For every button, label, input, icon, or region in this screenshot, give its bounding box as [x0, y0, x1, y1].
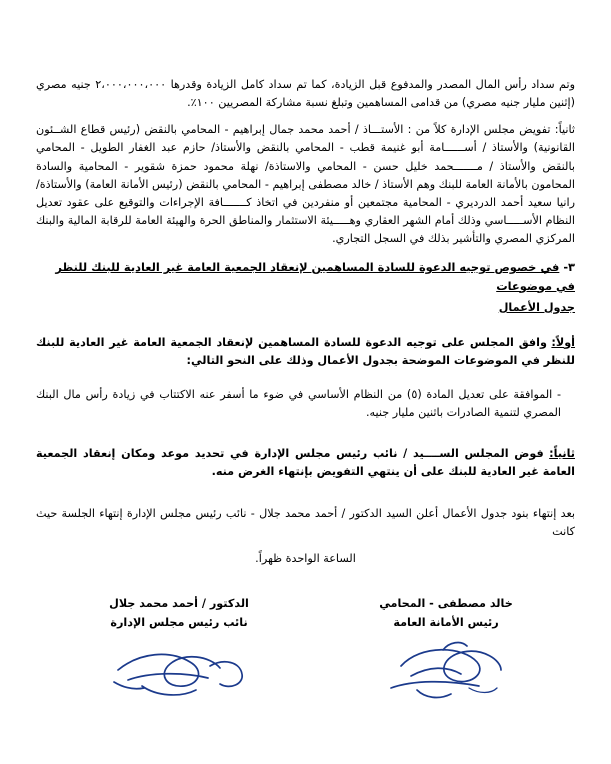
signature-ink-left — [64, 636, 294, 712]
paragraph-second-resolution — [36, 445, 575, 481]
signatory-name: الدكتور / أحمد محمد جلال — [109, 596, 249, 610]
spacer — [36, 379, 575, 386]
signatory-title: رئيس الأمانة العامة — [393, 615, 499, 629]
second-resolution-text: فوض المجلس الســــيد / نائب رئيس مجلس الإدارة في تحديد موعد ومكان إنعقاد الجمعية العامة غير العادية للبنك على أن ينتهي التفويض بإنتهاء الغرض منه. — [36, 447, 575, 479]
first-resolution-text: وافق المجلس على توجيه الدعوة للسادة المساهمين لإنعقاد الجمعية العامة غير العادية للبنك للنظر في الموضوعات الموضحة بجدول الأعمال وذلك على النحو التالي: — [36, 335, 575, 367]
spacer — [36, 327, 575, 334]
item-three-title-second-line: جدول الأعمال — [498, 300, 575, 314]
paragraph-capital-payment: وتم سداد رأس المال المصدر والمدفوع قبل الزيادة، كما تم سداد كامل الزيادة وقدرها ٢،٠٠٠،٠٠٠،٠٠٠ جنيه مصري (إثنين مليار جنيه مصري) من قدامى المساهمين وتبلغ نسبة مشاركة المصريين ١٠٠٪. — [36, 78, 575, 110]
spacer — [36, 491, 575, 505]
bullet-article-five-amendment: - الموافقة على تعديل المادة (٥) من النظام الأساسي في ضوء ما أسفر عنه الاكتتاب في زيادة رأس مال البنك المصري لتنمية الصادرات باثنين مليار جنيه. — [36, 387, 561, 420]
first-resolution-label: أولاً: — [551, 335, 575, 349]
signature-area — [36, 594, 575, 764]
second-resolution-label: ثانياً: — [549, 447, 575, 461]
signature-block-right — [331, 594, 561, 712]
signature-block-left — [64, 594, 294, 712]
closing-line-two: الساعة الواحدة ظهراً. — [255, 551, 356, 565]
signatory-name: خالد مصطفى - المحامي — [379, 596, 513, 610]
item-three-heading — [36, 258, 575, 295]
paragraph-first-resolution — [36, 334, 575, 370]
item-three-number: ٣- — [563, 260, 575, 275]
spacer — [36, 431, 575, 445]
paragraph-board-delegation: ثانياً: تفويض مجلس الإدارة كلاً من : الأستـــاذ / أحمد محمد جمال إبراهيم - المحامي بالنقض (رئيس قطاع الشــئون القانونية) والأستاذ / أســــــامة أبو غنيمة قطب - المحامي بالنقض والأستاذ/ حازم عبد الغفار الطويل - المحامي بالنقض والأستاذ / مـــــــحمد خليل حسن - المحامي والاستاذة/ نهلة محمود حمزة شقوير - المحامية والسادة المحامون بالأمانة العامة للبنك وهم الأستاذ / خالد مصطفى إبراهيم - المحامي بالنقض (رئيس الأمانة العامة) والأستاذة/ رانيا سعيد أحمد الدرديري - المحامية مجتمعين أو منفردين في اتخاذ كـــــــافة الإجراءات والتوقيع على عقود تعديل النظام الأســـــاسي وذلك أمام الشهر العقاري وهـــــيئة الاستثمار والمناطق الحرة والهيئة العامة للرقابة المالية والبنك المركزي المصري والتأشير بذلك في السجل التجاري. — [36, 123, 575, 246]
signatory-title: نائب رئيس مجلس الإدارة — [110, 615, 248, 629]
signature-ink-right — [331, 636, 561, 712]
closing-line-one: بعد إنتهاء بنود جدول الأعمال أعلن السيد الدكتور / أحمد محمد جلال - نائب رئيس مجلس الإدارة إنتهاء الجلسة حيث كانت — [36, 506, 575, 538]
item-three-title: في خصوص توجيه الدعوة للسادة المساهمين لإنعقاد الجمعية العامة غير العادية للبنك للنظر في موضوعات — [55, 260, 575, 293]
